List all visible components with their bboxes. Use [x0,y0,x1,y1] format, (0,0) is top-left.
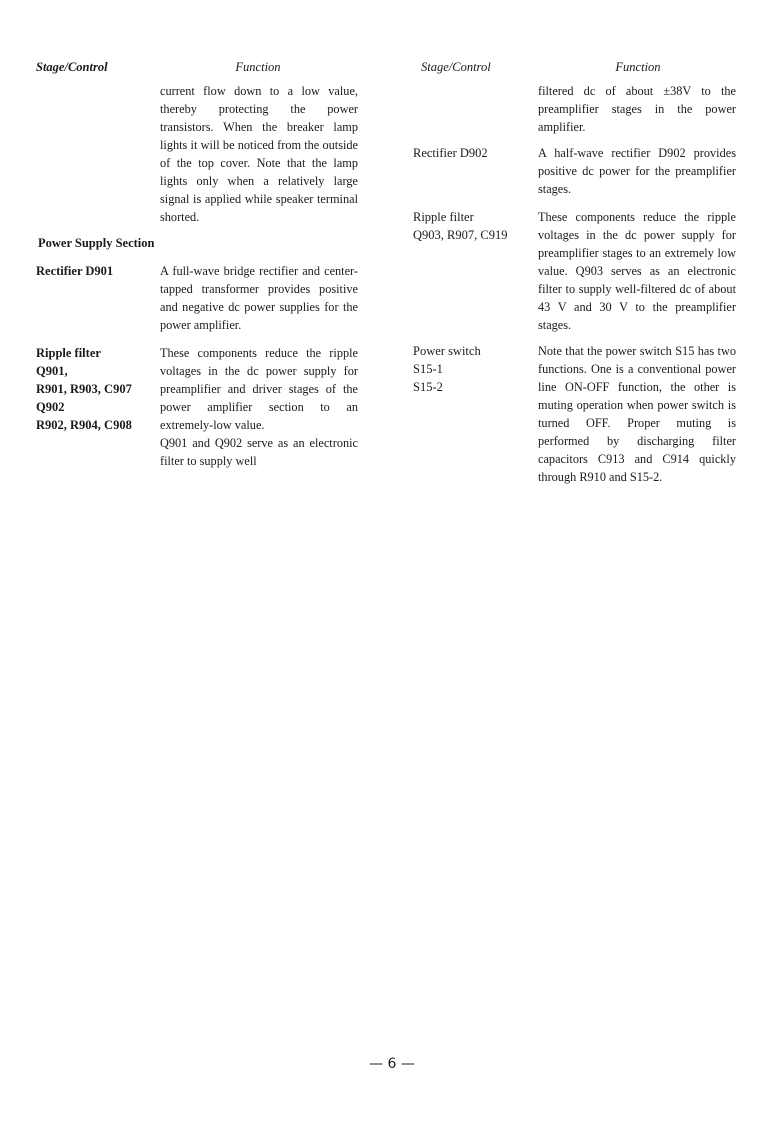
stage-control-heading: Stage/Control [421,60,491,74]
table-row [36,344,366,470]
function-text: filtered dc of about ±38V to the preamplifier stages in the power amplifier. [538,84,736,134]
right-column [413,60,743,492]
function-heading: Function [615,60,661,74]
function-text: A half-wave rectifier D902 provides positive dc power for the preamplifier stages. [538,146,736,196]
function-text: These components reduce the ripple voltages in the dc power supply for preamplifier stages to an extremely low value. Q903 serves as an electronic filter to supply well-filtered dc of about 43 V and 30 V to the preamplifier stages. [538,210,736,332]
function-text: current flow down to a low value, thereby protecting the power transistors. When the breaker lamp lights it will be noticed from the outside of the top cover. Note that the lamp lights only when a relatively large signal is applied while speaker terminal shorted. [160,84,358,224]
stage-control-heading: Stage/Control [36,60,108,74]
page-number: — 6 — [369,1056,415,1072]
table-row [413,342,743,486]
stage-label: Ripple filter Q901, R901, R903, C907 Q902 R902, R904, C908 [36,346,132,432]
stage-label: Ripple filter Q903, R907, C919 [413,210,508,242]
function-heading: Function [235,60,281,74]
table-row [413,144,743,198]
table-row [36,262,366,334]
continued-entry [36,82,366,226]
function-text: A full-wave bridge rectifier and center-tapped transformer provides positive and negative dc power supplies for the power amplifier. [160,264,358,332]
stage-label: Rectifier D901 [36,264,114,278]
right-table-header [413,60,743,82]
function-text: Note that the power switch S15 has two functions. One is a conventional power line ON-OFF function, the other is muting operation when power switch is turned OFF. Proper muting is performed by discharging filter capacitors C913 and C914 quickly through R910 and S15-2. [538,344,736,484]
left-column [36,60,366,476]
left-table-header [36,60,366,82]
function-text: These components reduce the ripple voltages in the dc power supply for preamplifier and driver stages of the power amplifier section to an extremely-low value. Q901 and Q902 serve as an electronic filter to supply well [160,346,358,468]
stage-label: Rectifier D902 [413,146,488,160]
stage-label: Power switch S15-1 S15-2 [413,344,481,394]
table-row [413,208,743,334]
continued-entry [413,82,743,136]
section-heading: Power Supply Section [38,236,155,250]
